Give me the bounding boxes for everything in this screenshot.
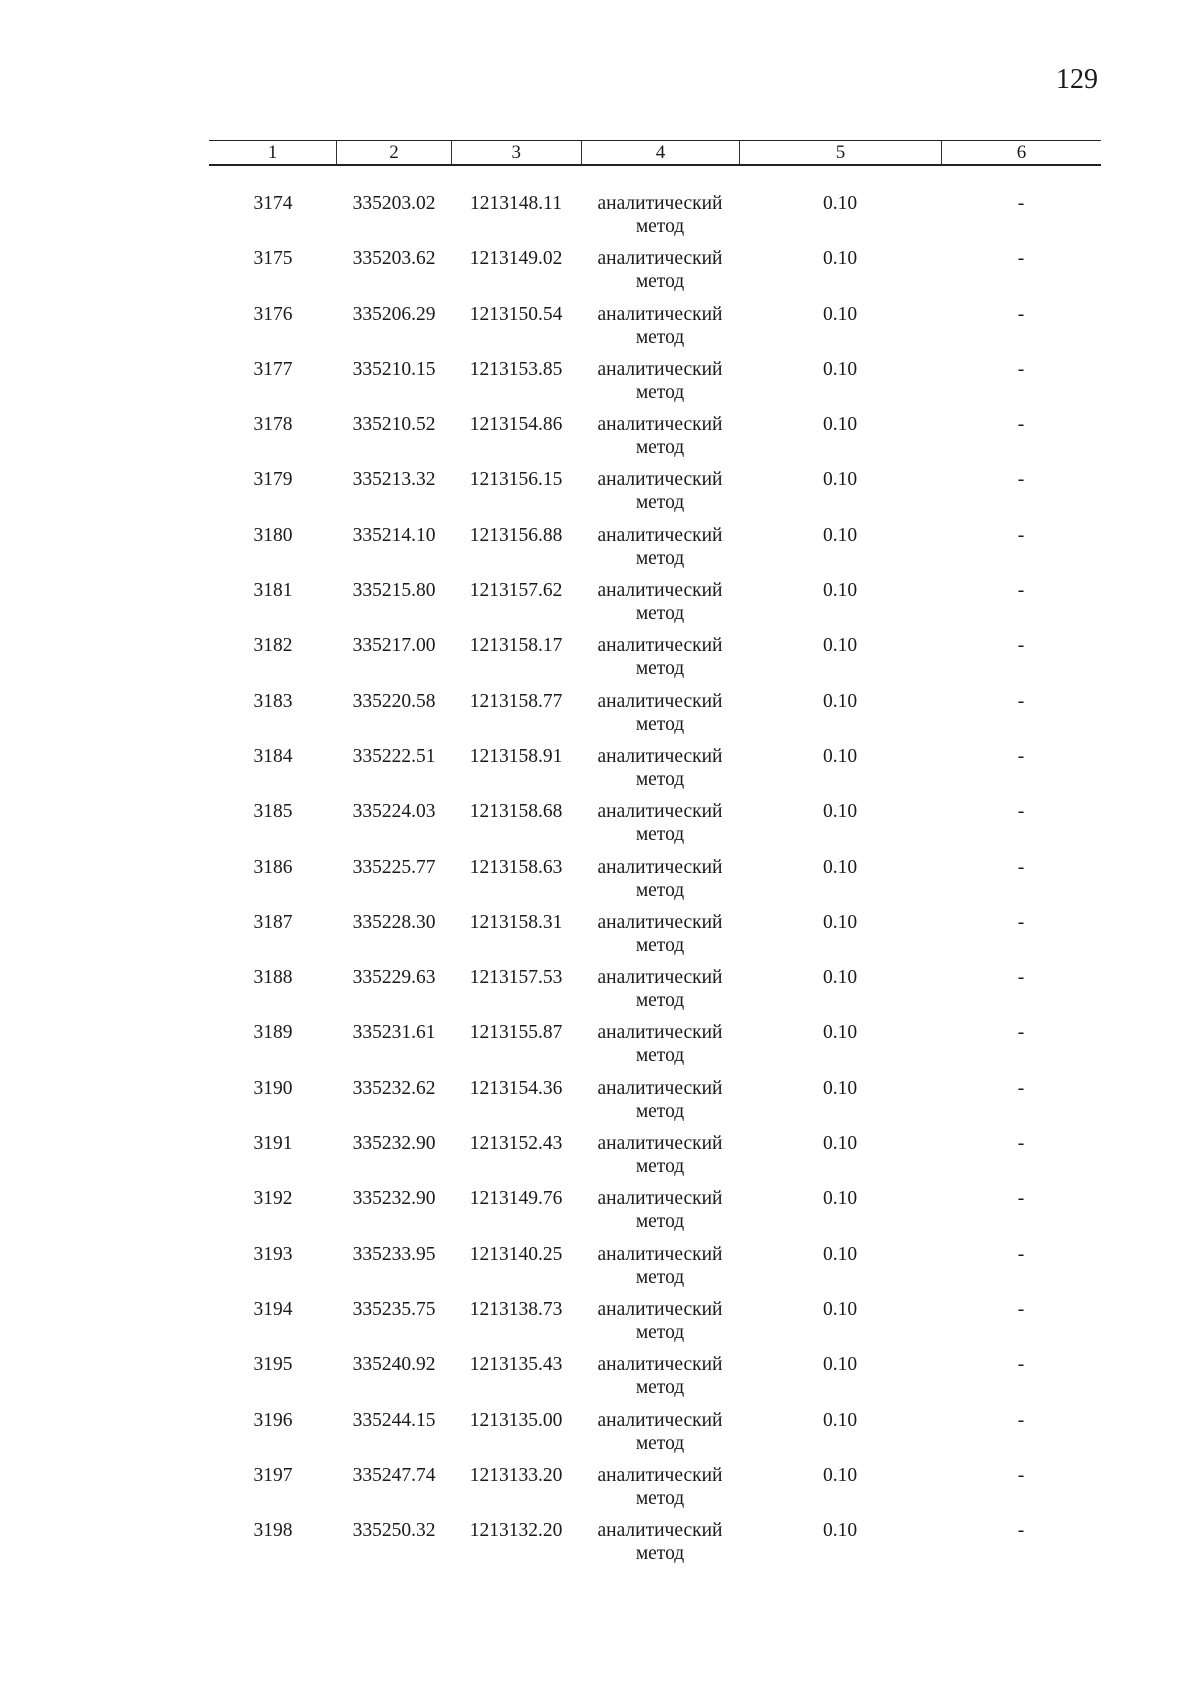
method-text: метод [635,1377,685,1399]
x-coordinate: 335235.75 [352,1298,436,1320]
method-text: аналитический [597,248,723,270]
note: - [1017,745,1025,767]
x-coordinate: 335240.92 [352,1354,436,1376]
table-row [209,579,1101,634]
method-text: метод [635,1266,685,1288]
x-coordinate: 335232.90 [352,1188,436,1210]
method-cell [581,1464,739,1519]
table-header [209,140,1101,166]
note: - [1017,1464,1025,1486]
accuracy: 0.10 [822,1354,858,1376]
column-header: 1 [267,142,278,163]
x-coordinate: 335215.80 [352,580,436,602]
table-row [209,247,1101,302]
table-row [209,1298,1101,1353]
method-cell [581,413,739,468]
method-cell [581,468,739,523]
y-coordinate: 1213158.77 [469,690,563,712]
y-coordinate: 1213158.31 [469,911,563,933]
method-cell [581,800,739,855]
accuracy: 0.10 [822,690,858,712]
y-coordinate: 1213154.86 [469,414,563,436]
method-text: метод [635,990,685,1012]
method-text: аналитический [597,911,723,933]
x-coordinate: 335229.63 [352,967,436,989]
note: - [1017,303,1025,325]
table-row [209,800,1101,855]
accuracy: 0.10 [822,801,858,823]
method-text: метод [635,381,685,403]
x-coordinate: 335214.10 [352,524,436,546]
accuracy: 0.10 [822,1298,858,1320]
method-cell [581,745,739,800]
point-number: 3183 [253,690,293,712]
column-header: 6 [941,141,1101,164]
method-cell [581,1021,739,1076]
table-row [209,413,1101,468]
y-coordinate: 1213140.25 [469,1243,563,1265]
method-cell [581,1077,739,1132]
accuracy: 0.10 [822,745,858,767]
point-number: 3181 [253,580,293,602]
accuracy: 0.10 [822,469,858,491]
method-cell [581,524,739,579]
point-number: 3175 [253,248,293,270]
method-text: метод [635,1045,685,1067]
note: - [1017,248,1025,270]
table-row [209,1132,1101,1187]
note: - [1017,414,1025,436]
x-coordinate: 335250.32 [352,1520,436,1542]
note: - [1017,1133,1025,1155]
accuracy: 0.10 [822,303,858,325]
method-text: метод [635,1432,685,1454]
y-coordinate: 1213152.43 [469,1133,563,1155]
table-row [209,690,1101,745]
method-cell [581,1519,739,1574]
note: - [1017,967,1025,989]
y-coordinate: 1213153.85 [469,358,563,380]
method-text: метод [635,1487,685,1509]
method-text: аналитический [597,193,723,214]
table-row [209,1409,1101,1464]
x-coordinate: 335247.74 [352,1464,436,1486]
method-text: аналитический [597,358,723,380]
method-text: аналитический [597,690,723,712]
accuracy: 0.10 [822,1077,858,1099]
method-text: метод [635,713,685,735]
method-text: аналитический [597,1243,723,1265]
method-cell [581,247,739,302]
y-coordinate: 1213149.76 [469,1188,563,1210]
method-cell [581,1353,739,1408]
method-text: аналитический [597,1464,723,1486]
method-cell [581,192,739,247]
point-number: 3188 [253,967,293,989]
y-coordinate: 1213148.11 [470,193,562,214]
method-text: метод [635,437,685,459]
x-coordinate: 335213.32 [352,469,436,491]
method-cell [581,966,739,1021]
column-header: 4 [581,141,739,164]
x-coordinate: 335210.15 [352,358,436,380]
note: - [1017,580,1025,602]
point-number: 3176 [253,303,293,325]
table-row [209,1021,1101,1076]
method-cell [581,358,739,413]
accuracy: 0.10 [822,248,858,270]
y-coordinate: 1213158.68 [469,801,563,823]
method-text: метод [635,271,685,293]
y-coordinate: 1213149.02 [469,248,563,270]
table-row [209,966,1101,1021]
method-text: аналитический [597,303,723,325]
note: - [1017,1077,1025,1099]
table-row [209,1464,1101,1519]
note: - [1017,635,1025,657]
point-number: 3180 [253,524,293,546]
y-coordinate: 1213135.00 [469,1409,563,1431]
table-row [209,911,1101,966]
x-coordinate: 335224.03 [352,801,436,823]
note: - [1017,358,1025,380]
point-number: 3177 [253,358,293,380]
y-coordinate: 1213158.63 [469,856,563,878]
method-text: аналитический [597,469,723,491]
table-row [209,634,1101,689]
accuracy: 0.10 [822,635,858,657]
table-row [209,1187,1101,1242]
accuracy: 0.10 [822,580,858,602]
note: - [1017,856,1025,878]
point-number: 3195 [253,1354,293,1376]
y-coordinate: 1213155.87 [469,1022,563,1044]
note: - [1017,469,1025,491]
method-text: аналитический [597,745,723,767]
point-number: 3186 [253,856,293,878]
y-coordinate: 1213157.62 [469,580,563,602]
x-coordinate: 335232.62 [352,1077,436,1099]
method-text: аналитический [597,1077,723,1099]
x-coordinate: 335228.30 [352,911,436,933]
method-text: аналитический [597,1298,723,1320]
method-cell [581,1132,739,1187]
y-coordinate: 1213156.88 [469,524,563,546]
y-coordinate: 1213157.53 [469,967,563,989]
x-coordinate: 335232.90 [352,1133,436,1155]
point-number: 3193 [253,1243,293,1265]
x-coordinate: 335220.58 [352,690,436,712]
point-number: 3198 [253,1520,293,1542]
x-coordinate: 335222.51 [352,745,436,767]
accuracy: 0.10 [822,856,858,878]
method-cell [581,1243,739,1298]
method-text: метод [635,824,685,846]
method-text: аналитический [597,856,723,878]
accuracy: 0.10 [822,967,858,989]
accuracy: 0.10 [822,1188,858,1210]
y-coordinate: 1213158.91 [469,745,563,767]
note: - [1017,1354,1025,1376]
note: - [1017,911,1025,933]
method-cell [581,634,739,689]
point-number: 3187 [253,911,293,933]
table-row [209,358,1101,413]
point-number: 3197 [253,1464,293,1486]
table-row [209,1077,1101,1132]
method-text: метод [635,1100,685,1122]
accuracy: 0.10 [822,1520,858,1542]
x-coordinate: 335217.00 [352,635,436,657]
accuracy: 0.10 [822,358,858,380]
note: - [1017,690,1025,712]
method-text: аналитический [597,1022,723,1044]
accuracy: 0.10 [822,911,858,933]
point-number: 3182 [253,635,293,657]
point-number: 3174 [253,193,293,214]
y-coordinate: 1213133.20 [469,1464,563,1486]
column-header: 2 [336,141,450,164]
y-coordinate: 1213132.20 [469,1520,563,1542]
method-text: метод [635,492,685,514]
x-coordinate: 335225.77 [352,856,436,878]
x-coordinate: 335231.61 [352,1022,436,1044]
y-coordinate: 1213156.15 [469,469,563,491]
x-coordinate: 335203.02 [352,193,436,214]
accuracy: 0.10 [822,524,858,546]
method-text: метод [635,658,685,680]
accuracy: 0.10 [822,1464,858,1486]
table-row [209,192,1101,247]
method-text: аналитический [597,1354,723,1376]
point-number: 3194 [253,1298,293,1320]
column-header: 3 [451,141,581,164]
method-text: аналитический [597,580,723,602]
note: - [1017,1188,1025,1210]
method-cell [581,856,739,911]
note: - [1017,193,1025,214]
accuracy: 0.10 [822,1409,858,1431]
note: - [1017,524,1025,546]
method-text: метод [635,1321,685,1343]
table-row [209,856,1101,911]
y-coordinate: 1213150.54 [469,303,563,325]
method-text: аналитический [597,1520,723,1542]
method-text: аналитический [597,635,723,657]
point-number: 3190 [253,1077,293,1099]
note: - [1017,801,1025,823]
table-row [209,468,1101,523]
method-cell [581,690,739,745]
method-cell [581,911,739,966]
accuracy: 0.10 [822,1133,858,1155]
method-cell [581,1298,739,1353]
note: - [1017,1298,1025,1320]
method-text: метод [635,934,685,956]
note: - [1017,1243,1025,1265]
x-coordinate: 335210.52 [352,414,436,436]
method-text: аналитический [597,801,723,823]
point-number: 3185 [253,801,293,823]
method-text: метод [635,1543,685,1565]
table-row [209,524,1101,579]
table-row [209,745,1101,800]
point-number: 3196 [253,1409,293,1431]
method-text: аналитический [597,967,723,989]
method-cell [581,1187,739,1242]
method-text: аналитический [597,414,723,436]
method-text: метод [635,326,685,348]
method-text: метод [635,879,685,901]
method-cell [581,1409,739,1464]
point-number: 3178 [253,414,293,436]
y-coordinate: 1213158.17 [469,635,563,657]
x-coordinate: 335244.15 [352,1409,436,1431]
table-body [209,192,1101,1574]
y-coordinate: 1213154.36 [469,1077,563,1099]
method-text: метод [635,768,685,790]
accuracy: 0.10 [822,1243,858,1265]
x-coordinate: 335206.29 [352,303,436,325]
method-text: метод [635,547,685,569]
method-cell [581,579,739,634]
page-number: 129 [1056,64,1098,95]
method-text: метод [635,1156,685,1178]
method-text: метод [635,603,685,625]
method-text: метод [635,1211,685,1233]
x-coordinate: 335233.95 [352,1243,436,1265]
x-coordinate: 335203.62 [352,248,436,270]
point-number: 3179 [253,469,293,491]
y-coordinate: 1213138.73 [469,1298,563,1320]
method-text: метод [635,216,685,237]
note: - [1017,1409,1025,1431]
method-text: аналитический [597,1188,723,1210]
table-row [209,1353,1101,1408]
accuracy: 0.10 [822,1022,858,1044]
method-text: аналитический [597,524,723,546]
note: - [1017,1022,1025,1044]
point-number: 3184 [253,745,293,767]
table-row [209,1243,1101,1298]
note: - [1017,1520,1025,1542]
y-coordinate: 1213135.43 [469,1354,563,1376]
table-row [209,1519,1101,1574]
column-header: 5 [739,141,941,164]
method-cell [581,303,739,358]
point-number: 3191 [253,1133,293,1155]
method-text: аналитический [597,1409,723,1431]
point-number: 3189 [253,1022,293,1044]
point-number: 3192 [253,1188,293,1210]
table-row [209,303,1101,358]
method-text: аналитический [597,1133,723,1155]
accuracy: 0.10 [822,414,858,436]
accuracy: 0.10 [822,193,858,214]
